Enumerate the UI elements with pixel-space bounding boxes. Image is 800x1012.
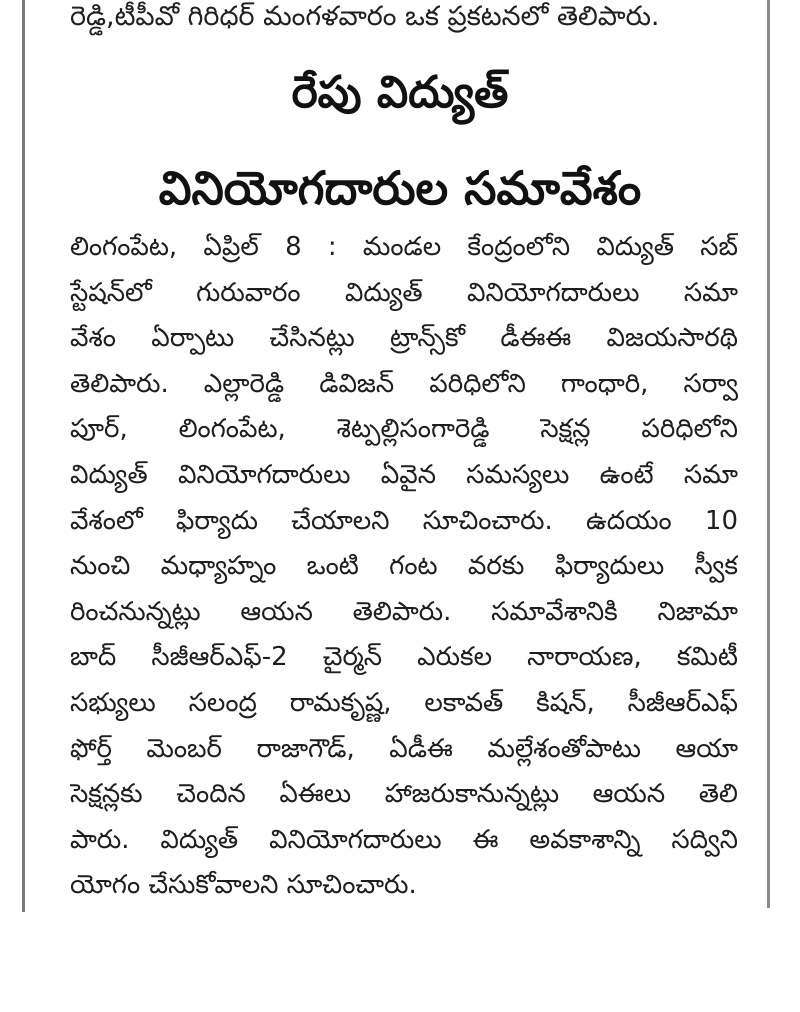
previous-article-last-line: రెడ్డి,టీపీవో గిరిధర్ మంగళవారం ఒక ప్రకటనలో తెలిపారు. (70, 1, 660, 32)
body-line: సభ్యులు సలంద్ర రామకృష్ణ, లకావత్ కిషన్, సీజీఆర్ఎఫ్ (70, 687, 738, 718)
body-line: వేశం ఏర్పాటు చేసినట్లు ట్రాన్స్‌కో డీఈఈ విజయసారథి (70, 323, 738, 354)
body-line: యోగం చేసుకోవాలని సూచించారు. (70, 870, 417, 901)
body-line: నుంచి మధ్యాహ్నం ఒంటి గంట వరకు ఫిర్యాదులు స్వీక (70, 551, 738, 582)
headline-line-1: రేపు విద్యుత్ (291, 67, 509, 118)
body-line: బాద్ సీజీఆర్ఎఫ్-2 చైర్మన్ ఎరుకల నారాయణ, కమిటీ (70, 642, 738, 673)
body-line: వేశంలో ఫిర్యాదు చేయాలని సూచించారు. ఉదయం 10 (70, 505, 738, 536)
body-line: రించనున్నట్లు ఆయన తెలిపారు. సమావేశానికి నిజామా (70, 596, 738, 627)
body-line: పారు. విద్యుత్ వినియోగదారులు ఈ అవకాశాన్ని సద్విని (70, 824, 738, 855)
body-line: పూర్, లింగంపేట, శెట్పల్లిసంగారెడ్డి సెక్షన్ల పరిధిలోని (70, 414, 738, 445)
column-rule-right (767, 0, 770, 908)
headline-line-2: వినియోగదారుల సమావేశం (158, 161, 642, 215)
article-body (70, 225, 738, 909)
body-line: స్టేషన్‌లో గురువారం విద్యుత్ వినియోగదారులు సమా (70, 277, 738, 308)
body-line: విద్యుత్ వినియోగదారులు ఏవైన సమస్యలు ఉంటే సమా (70, 459, 738, 490)
body-line: లింగంపేట, ఏప్రిల్ 8 : మండల కేంద్రంలోని విద్యుత్ సబ్ (70, 232, 738, 262)
body-line: తెలిపారు. ఎల్లారెడ్డి డివిజన్ పరిధిలోని గాంధారి, సర్వా (70, 368, 738, 399)
body-line: సెక్షన్లకు చెందిన ఏఈలు హాజరుకానున్నట్లు ఆయన తెలి (70, 779, 738, 810)
body-line: ఫోర్త్ మెంబర్ రాజాగౌడ్, ఏడీఈ మల్లేశంతోపాటు ఆయా (70, 733, 738, 764)
column-rule-left (22, 0, 25, 912)
